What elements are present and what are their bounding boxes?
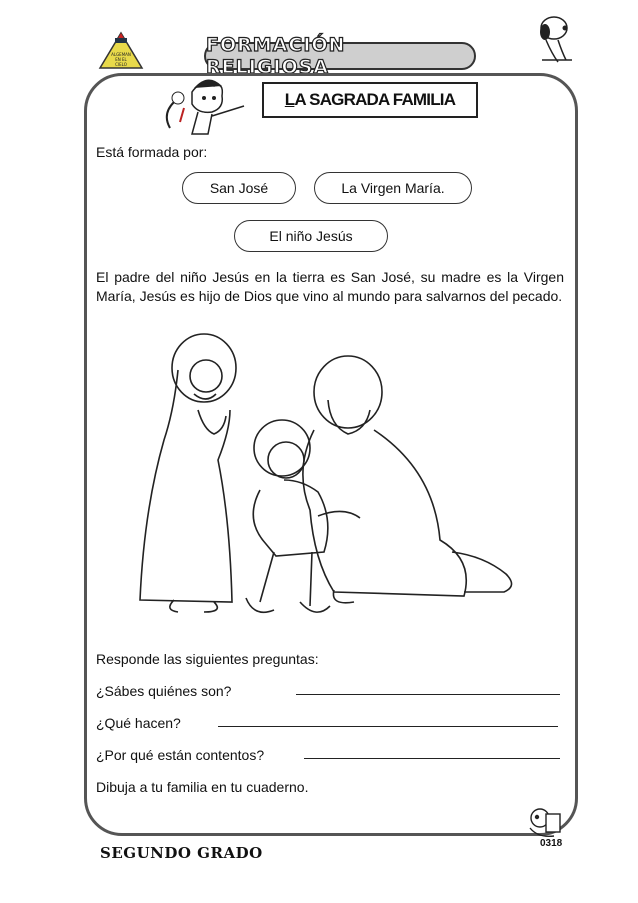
snoopy-illustration <box>528 10 578 66</box>
svg-text:CIELO: CIELO <box>115 62 127 67</box>
school-logo <box>98 30 144 72</box>
answer-line-1[interactable] <box>296 694 560 695</box>
subject-banner <box>204 34 476 78</box>
mascot-illustration <box>524 806 568 840</box>
svg-text:ALGEMAN: ALGEMAN <box>111 52 131 57</box>
cat-with-sword-icon <box>152 72 252 144</box>
question-1: ¿Sábes quiénes son? <box>96 683 232 699</box>
school-logo-icon <box>98 30 144 72</box>
cat-musketeer-illustration <box>152 72 252 144</box>
holy-family-illustration <box>134 330 524 630</box>
mascot-reading-icon <box>524 806 568 840</box>
answer-line-2[interactable] <box>218 726 558 727</box>
member-label: El niño Jesús <box>269 228 353 244</box>
page-number: 0318 <box>540 838 563 849</box>
answer-line-3[interactable] <box>304 758 560 759</box>
member-bubble-san-jose <box>182 172 296 204</box>
instructions-text: Responde las siguientes preguntas: <box>96 651 319 667</box>
grade-label: SEGUNDO GRADO <box>100 844 263 862</box>
lesson-title-box <box>262 82 478 118</box>
svg-text:EN EL: EN EL <box>115 57 127 62</box>
dog-cartoon-icon <box>528 10 578 66</box>
lesson-title-initial: L <box>284 90 295 109</box>
explanation-paragraph: El padre del niño Jesús en la tierra es San José, su madre es la Virgen María, Jesús es hijo de Dios que vino al mundo para salvarnos del pecado. <box>96 269 564 304</box>
holy-family-drawing-icon <box>134 330 524 630</box>
question-2: ¿Qué hacen? <box>96 715 181 731</box>
intro-text: Está formada por: <box>96 144 208 160</box>
lesson-title-rest: A SAGRADA FAMILIA <box>294 90 456 109</box>
member-bubble-nino-jesus <box>234 220 388 252</box>
subject-banner-title: FORMACIÓN RELIGIOSA <box>206 34 346 78</box>
member-bubble-virgen-maria <box>314 172 472 204</box>
member-label: La Virgen María. <box>341 180 445 196</box>
closing-task: Dibuja a tu familia en tu cuaderno. <box>96 779 309 795</box>
member-label: San José <box>209 180 269 196</box>
question-3: ¿Por qué están contentos? <box>96 747 265 763</box>
lesson-title <box>285 90 455 110</box>
